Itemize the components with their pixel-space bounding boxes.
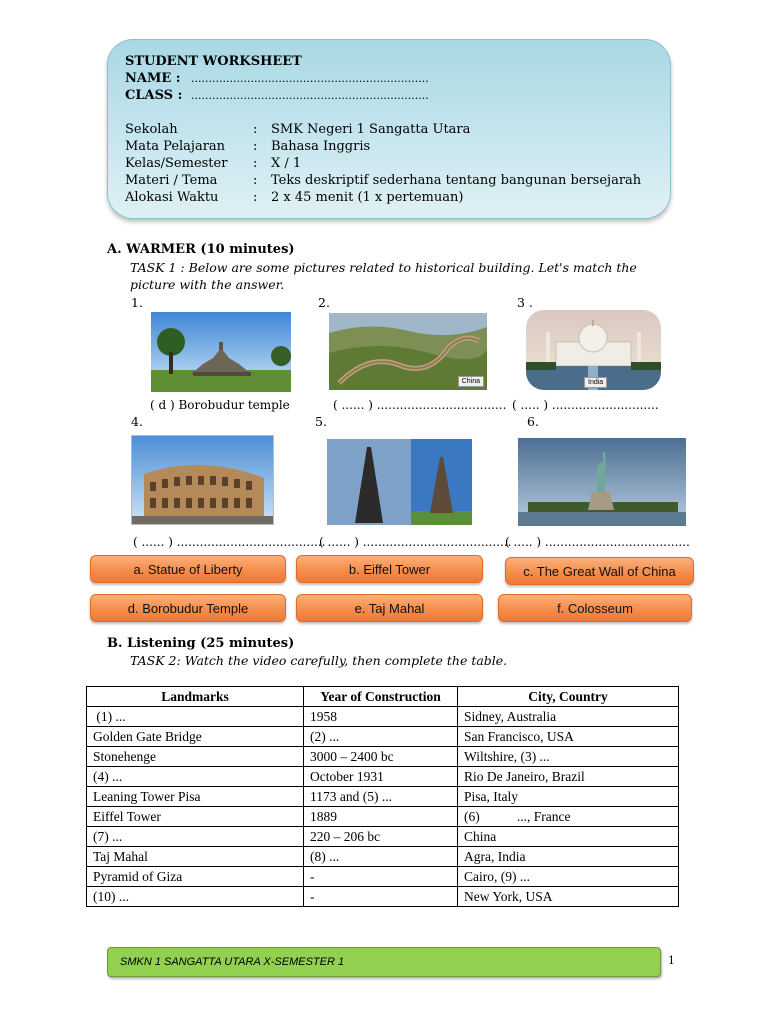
- info-value-subject: Bahasa Inggris: [271, 139, 371, 154]
- table-cell: -: [304, 867, 458, 887]
- table-cell: 1958: [304, 707, 458, 727]
- info-label-subject: Mata Pelajaran: [125, 139, 226, 154]
- table-row: [87, 827, 679, 847]
- info-label-topic: Materi / Tema: [125, 173, 218, 188]
- task2-instruction: TASK 2: Watch the video carefully, then complete the table.: [130, 653, 508, 668]
- table-cell: China: [458, 827, 679, 847]
- table-row: [87, 787, 679, 807]
- answer-3[interactable]: ( ..... ) ............................: [512, 398, 659, 412]
- table-cell: Cairo, (9) ...: [458, 867, 679, 887]
- table-cell: 3000 – 2400 bc: [304, 747, 458, 767]
- eiffel-tower-photo: [327, 439, 472, 525]
- picture-number-2: 2.: [318, 295, 330, 310]
- table-row: [87, 807, 679, 827]
- table-row: [87, 887, 679, 907]
- table-cell: (2) ...: [304, 727, 458, 747]
- info-value-topic: Teks deskriptif sederhana tentang bangunan bersejarah: [271, 173, 642, 188]
- info-colon: :: [253, 190, 258, 205]
- table-cell: (1) ...: [87, 707, 304, 727]
- info-label-time: Alokasi Waktu: [125, 190, 219, 205]
- table-cell: Agra, India: [458, 847, 679, 867]
- option-c-great-wall[interactable]: c. The Great Wall of China: [505, 557, 694, 585]
- section-b-title: B. Listening (25 minutes): [107, 636, 295, 651]
- info-value-class: X / 1: [271, 156, 302, 171]
- table-cell: (6) ..., France: [458, 807, 679, 827]
- great-wall-photo: [329, 313, 487, 390]
- table-cell: Pyramid of Giza: [87, 867, 304, 887]
- table-cell: (4) ...: [87, 767, 304, 787]
- answer-5[interactable]: ( ...... ) .......................................: [319, 535, 512, 549]
- colosseum-photo: [131, 435, 274, 525]
- name-blank: ....................................................................: [191, 72, 429, 85]
- answer-1: ( d ) Borobudur temple: [150, 398, 290, 412]
- table-cell: Eiffel Tower: [87, 807, 304, 827]
- table-row: [87, 707, 679, 727]
- col-header-city-country: City, Country: [458, 687, 679, 707]
- statue-of-liberty-photo: [518, 438, 686, 526]
- task1-line1: TASK 1 : Below are some pictures related to historical building. Let's match the: [130, 260, 637, 275]
- table-row: [87, 727, 679, 747]
- table-cell: Pisa, Italy: [458, 787, 679, 807]
- table-cell: Stonehenge: [87, 747, 304, 767]
- option-b-eiffel-tower[interactable]: b. Eiffel Tower: [296, 555, 483, 583]
- table-cell: 1173 and (5) ...: [304, 787, 458, 807]
- info-value-school: SMK Negeri 1 Sangatta Utara: [271, 122, 471, 137]
- class-label: CLASS :: [125, 88, 183, 103]
- china-caption-tag: China: [458, 376, 484, 387]
- table-row: [87, 867, 679, 887]
- table-cell: Wiltshire, (3) ...: [458, 747, 679, 767]
- name-label: NAME :: [125, 71, 181, 86]
- table-row: [87, 747, 679, 767]
- answer-4[interactable]: ( ...... ) .......................................: [133, 535, 326, 549]
- table-cell: (8) ...: [304, 847, 458, 867]
- table-cell: New York, USA: [458, 887, 679, 907]
- table-cell: -: [304, 887, 458, 907]
- section-a-title: A. WARMER (10 minutes): [107, 242, 295, 257]
- info-colon: :: [253, 139, 258, 154]
- worksheet-title: STUDENT WORKSHEET: [125, 54, 302, 69]
- table-header-row: [87, 687, 679, 707]
- answer-2[interactable]: ( ...... ) ..................................: [333, 398, 507, 412]
- footer-bar: [107, 947, 661, 977]
- col-header-year: Year of Construction: [304, 687, 458, 707]
- option-e-taj-mahal[interactable]: e. Taj Mahal: [296, 594, 483, 622]
- task1-line2: picture with the answer.: [130, 277, 285, 292]
- info-colon: :: [253, 173, 258, 188]
- answer-6[interactable]: ( ..... ) ......................................: [505, 535, 690, 549]
- table-row: [87, 767, 679, 787]
- option-a-statue-of-liberty[interactable]: a. Statue of Liberty: [90, 555, 286, 583]
- worksheet-header: [107, 39, 671, 219]
- col-header-landmarks: Landmarks: [87, 687, 304, 707]
- option-f-colosseum[interactable]: f. Colosseum: [498, 594, 692, 622]
- info-label-school: Sekolah: [125, 122, 178, 137]
- table-cell: San Francisco, USA: [458, 727, 679, 747]
- picture-number-5: 5.: [315, 414, 327, 429]
- picture-number-6: 6.: [527, 414, 539, 429]
- india-caption-tag: India: [584, 377, 607, 388]
- page-number: 1: [668, 952, 675, 967]
- picture-number-4: 4.: [131, 414, 143, 429]
- table-cell: (10) ...: [87, 887, 304, 907]
- table-cell: Rio De Janeiro, Brazil: [458, 767, 679, 787]
- table-cell: 220 – 206 bc: [304, 827, 458, 847]
- footer-text: SMKN 1 SANGATTA UTARA X-SEMESTER 1: [120, 956, 345, 968]
- class-blank: ....................................................................: [191, 89, 429, 102]
- table-cell: 1889: [304, 807, 458, 827]
- picture-number-3: 3 .: [517, 295, 533, 310]
- table-cell: (7) ...: [87, 827, 304, 847]
- table-cell: Sidney, Australia: [458, 707, 679, 727]
- table-cell: Leaning Tower Pisa: [87, 787, 304, 807]
- info-colon: :: [253, 122, 258, 137]
- info-value-time: 2 x 45 menit (1 x pertemuan): [271, 190, 464, 205]
- option-d-borobudur[interactable]: d. Borobudur Temple: [90, 594, 286, 622]
- table-cell: Golden Gate Bridge: [87, 727, 304, 747]
- table-cell: Taj Mahal: [87, 847, 304, 867]
- table-cell: October 1931: [304, 767, 458, 787]
- landmarks-table: [86, 686, 679, 907]
- picture-number-1: 1.: [131, 295, 143, 310]
- borobudur-photo: [151, 312, 291, 392]
- taj-mahal-photo: [526, 310, 661, 390]
- info-colon: :: [253, 156, 258, 171]
- table-row: [87, 847, 679, 867]
- info-label-class: Kelas/Semester: [125, 156, 228, 171]
